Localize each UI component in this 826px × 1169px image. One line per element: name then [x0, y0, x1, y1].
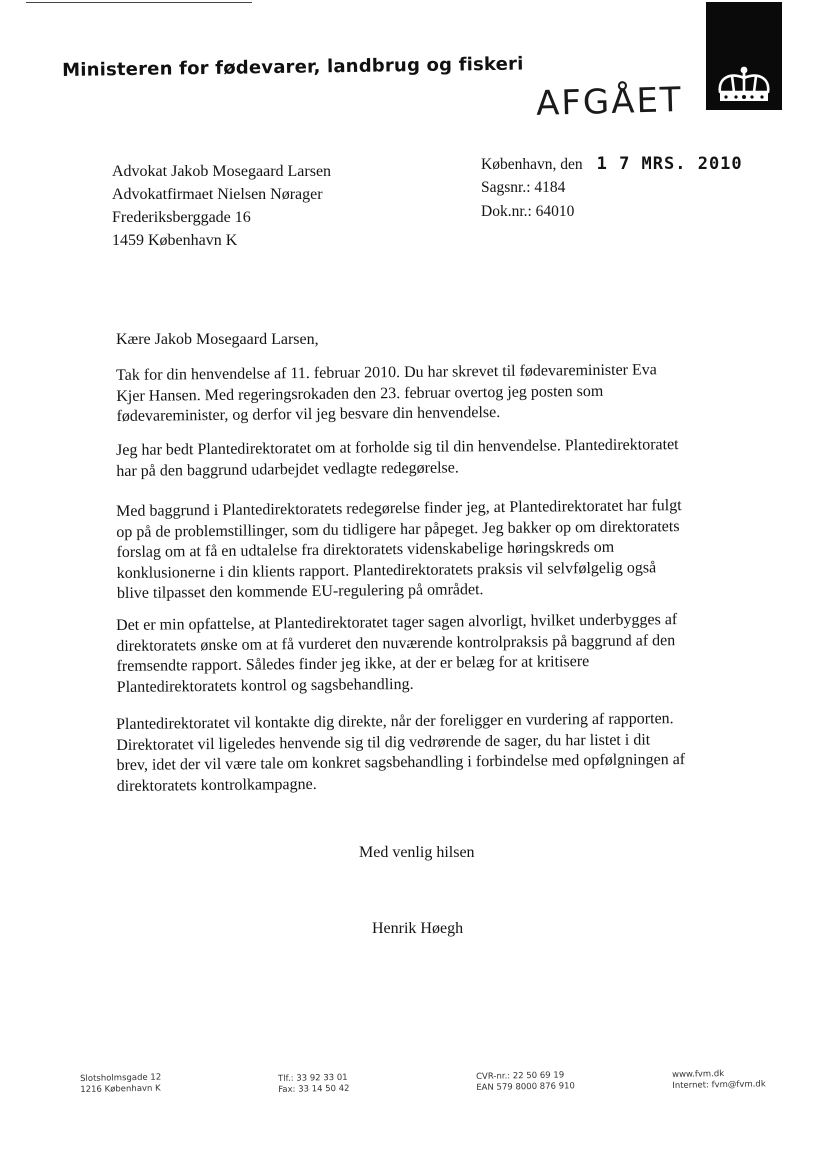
paragraph-line: Plantedirektoratets kontrol og sagsbehandling. [116, 675, 414, 696]
recipient-address [112, 160, 331, 252]
footer-web [672, 1068, 766, 1092]
footer-line: Slotsholmsgade 12 [80, 1072, 162, 1084]
footer-line: Tlf.: 33 92 33 01 [278, 1072, 348, 1084]
paragraph-4 [116, 610, 717, 698]
paragraph-line: Tak for din henvendelse af 11. februar 2010. Du har skrevet til fødevareminister Eva [116, 361, 657, 384]
recipient-line: Frederiksberggade 16 [112, 209, 251, 226]
signature-name: Henrik Høegh [372, 920, 464, 937]
paragraph-line: direktoratets kontrolkampagne. [116, 775, 317, 795]
paragraph-line: Med baggrund i Plantedirektoratets redegørelse finder jeg, at Plantedirektoratet har fulgt [116, 497, 682, 520]
footer-registration [476, 1070, 575, 1094]
paragraph-line: op på de problemstillinger, som du tidligere har påpeget. Jeg bakker op om direktoratets [116, 517, 680, 541]
place-label: København, den [481, 156, 583, 173]
footer-line: Internet: fvm@fvm.dk [672, 1079, 766, 1091]
footer-address [80, 1073, 161, 1096]
greeting: Kære Jakob Mosegaard Larsen, [116, 331, 319, 348]
case-number: Sagsnr.: 4184 [481, 179, 566, 196]
paragraph-2 [116, 435, 716, 482]
paragraph-1 [116, 360, 717, 428]
footer-line: EAN 579 8000 876 910 [476, 1081, 576, 1093]
paragraph-5 [116, 709, 717, 797]
paragraph-line: Direktoratet vil ligeledes henvende sig til dig vedrørende de sager, du har listet i dit [116, 730, 651, 754]
paragraph-3 [116, 496, 717, 605]
paragraph-line: blive tilpasset den kommende EU-regulering på området. [116, 581, 484, 602]
top-rule [26, 2, 252, 3]
footer-line: Fax: 33 14 50 42 [278, 1083, 350, 1095]
paragraph-line: Jeg har bedt Plantedirektoratet om at forholde sig til din henvendelse. Plantedirektoratet [116, 436, 679, 459]
footer-phone [278, 1073, 350, 1096]
ministry-heading: Ministeren for fødevarer, landbrug og fiskeri [62, 53, 524, 81]
closing-phrase: Med venlig hilsen [359, 844, 475, 861]
paragraph-line: Det er min opfattelse, at Plantedirektoratet tager sagen alvorligt, hvilket underbygges af [116, 611, 678, 634]
paragraph-line: brev, idet der vil være tale om konkret sagsbehandling i forbindelse med opfølgningen af [116, 751, 686, 774]
footer-line: CVR-nr.: 22 50 69 19 [476, 1070, 565, 1082]
document-number: Dok.nr.: 64010 [481, 203, 575, 220]
royal-crown-icon [706, 2, 782, 110]
paragraph-line: fremsendte rapport. Således finder jeg ikke, at der er belæg for at kritisere [116, 653, 590, 675]
paragraph-line: Plantedirektoratet vil kontakte dig direkte, når der foreligger en vurdering af rapporten. [116, 710, 674, 733]
letter-meta [481, 152, 743, 224]
afgaaet-stamp: AFGÅET [535, 80, 684, 124]
paragraph-line: Kjer Hansen. Med regeringsrokaden den 23. februar overtog jeg posten som [116, 382, 604, 405]
paragraph-line: konklusionerne i din klients rapport. Plantedirektoratets praksis vil selvfølgelig også [116, 558, 657, 582]
recipient-line: Advokat Jakob Mosegaard Larsen [112, 163, 332, 180]
footer-line: www.fvm.dk [672, 1069, 725, 1080]
paragraph-line: forslag om at få en udtalelse fra direktoratets videnskabelige høringskreds om [116, 538, 615, 561]
paragraph-line: har på den baggrund udarbejdet vedlagte redegørelse. [116, 458, 459, 480]
footer-line: 1216 København K [80, 1083, 161, 1095]
paragraph-line: fødevareminister, og derfor vil jeg besvare din henvendelse. [116, 403, 501, 425]
date-stamp: 1 7 MRS. 2010 [596, 154, 743, 174]
recipient-line: 1459 København K [112, 232, 238, 249]
recipient-line: Advokatfirmaet Nielsen Nørager [112, 186, 323, 203]
paragraph-line: direktoratets ønske om at få vurderet den nuværende kontrolpraksis på baggrund af den [116, 631, 676, 655]
